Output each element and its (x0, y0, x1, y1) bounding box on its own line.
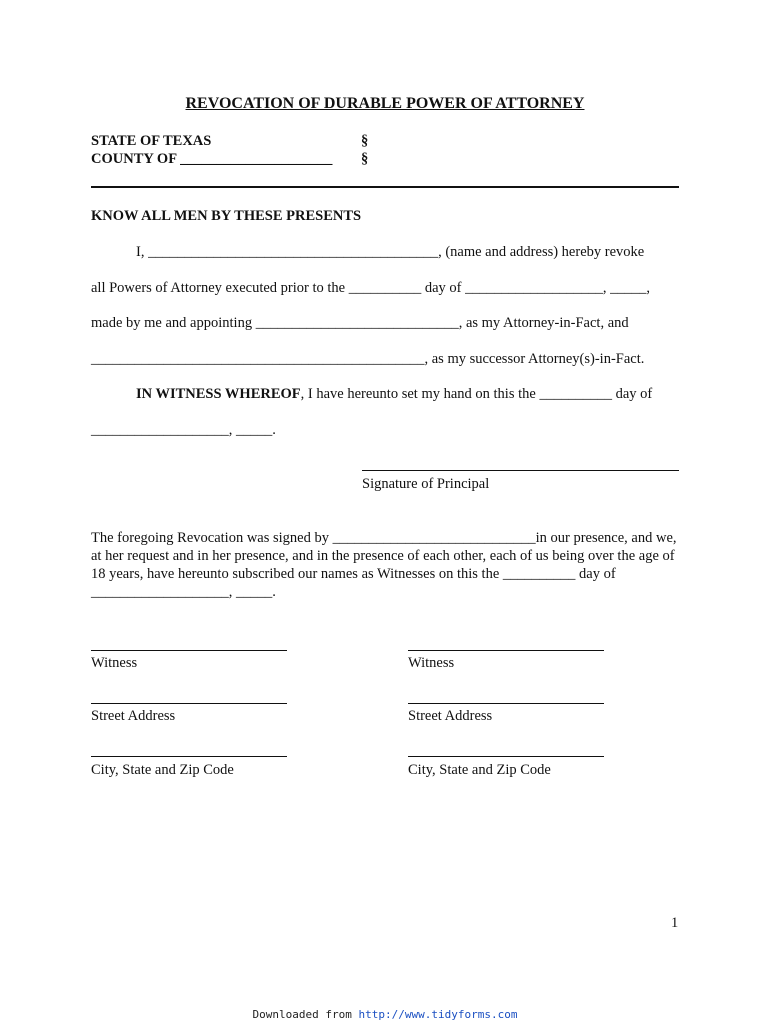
state-line: STATE OF TEXAS (91, 133, 212, 149)
revocation-line-1: I, ________________________________________, (name and address) hereby revoke (136, 244, 645, 260)
section-mark-1: § (361, 133, 369, 149)
right-street-label: Street Address (408, 708, 493, 724)
page-number: 1 (671, 915, 679, 931)
left-street-line (91, 703, 287, 704)
witness-whereof-rest: , I have hereunto set my hand on this the __________ day of (300, 386, 653, 402)
witness-whereof-bold: IN WITNESS WHEREOF (136, 386, 301, 402)
footer-link[interactable]: http://www.tidyforms.com (358, 1008, 518, 1021)
footer-prefix: Downloaded from (252, 1008, 352, 1021)
document-title: REVOCATION OF DURABLE POWER OF ATTORNEY (185, 95, 585, 112)
revocation-line-4: ______________________________________________, as my successor Attorney(s)-in-Fact. (91, 351, 645, 367)
right-street-line (408, 703, 604, 704)
left-witness-label: Witness (91, 655, 138, 671)
left-witness-line (91, 650, 287, 651)
right-city-line (408, 756, 604, 757)
signature-of-principal-label: Signature of Principal (362, 476, 490, 492)
left-street-label: Street Address (91, 708, 176, 724)
right-witness-line (408, 650, 604, 651)
footer (0, 1008, 770, 1021)
left-city-line (91, 756, 287, 757)
revocation-line-2: all Powers of Attorney executed prior to the __________ day of ___________________, _____, (91, 280, 650, 296)
right-witness-label: Witness (408, 655, 455, 671)
section-mark-2: § (361, 151, 369, 167)
county-line: COUNTY OF _____________________ (91, 151, 333, 167)
witness-whereof-line (136, 386, 652, 403)
date-line: ___________________, _____. (91, 422, 276, 438)
principal-signature-line (362, 470, 679, 471)
witness-paragraph: The foregoing Revocation was signed by ____________________________in our presence, and we, at her request and in her presence, and in the presence of each other, each of us being over the age of 18 years, have hereunto subscribed our names as Witnesses on this the __________ day of ___________________, _____. (91, 530, 677, 600)
right-city-label: City, State and Zip Code (408, 762, 551, 778)
revocation-line-3: made by me and appointing ____________________________, as my Attorney-in-Fact, and (91, 315, 629, 331)
header-divider (91, 186, 679, 188)
left-city-label: City, State and Zip Code (91, 762, 234, 778)
know-all-heading: KNOW ALL MEN BY THESE PRESENTS (91, 208, 362, 224)
